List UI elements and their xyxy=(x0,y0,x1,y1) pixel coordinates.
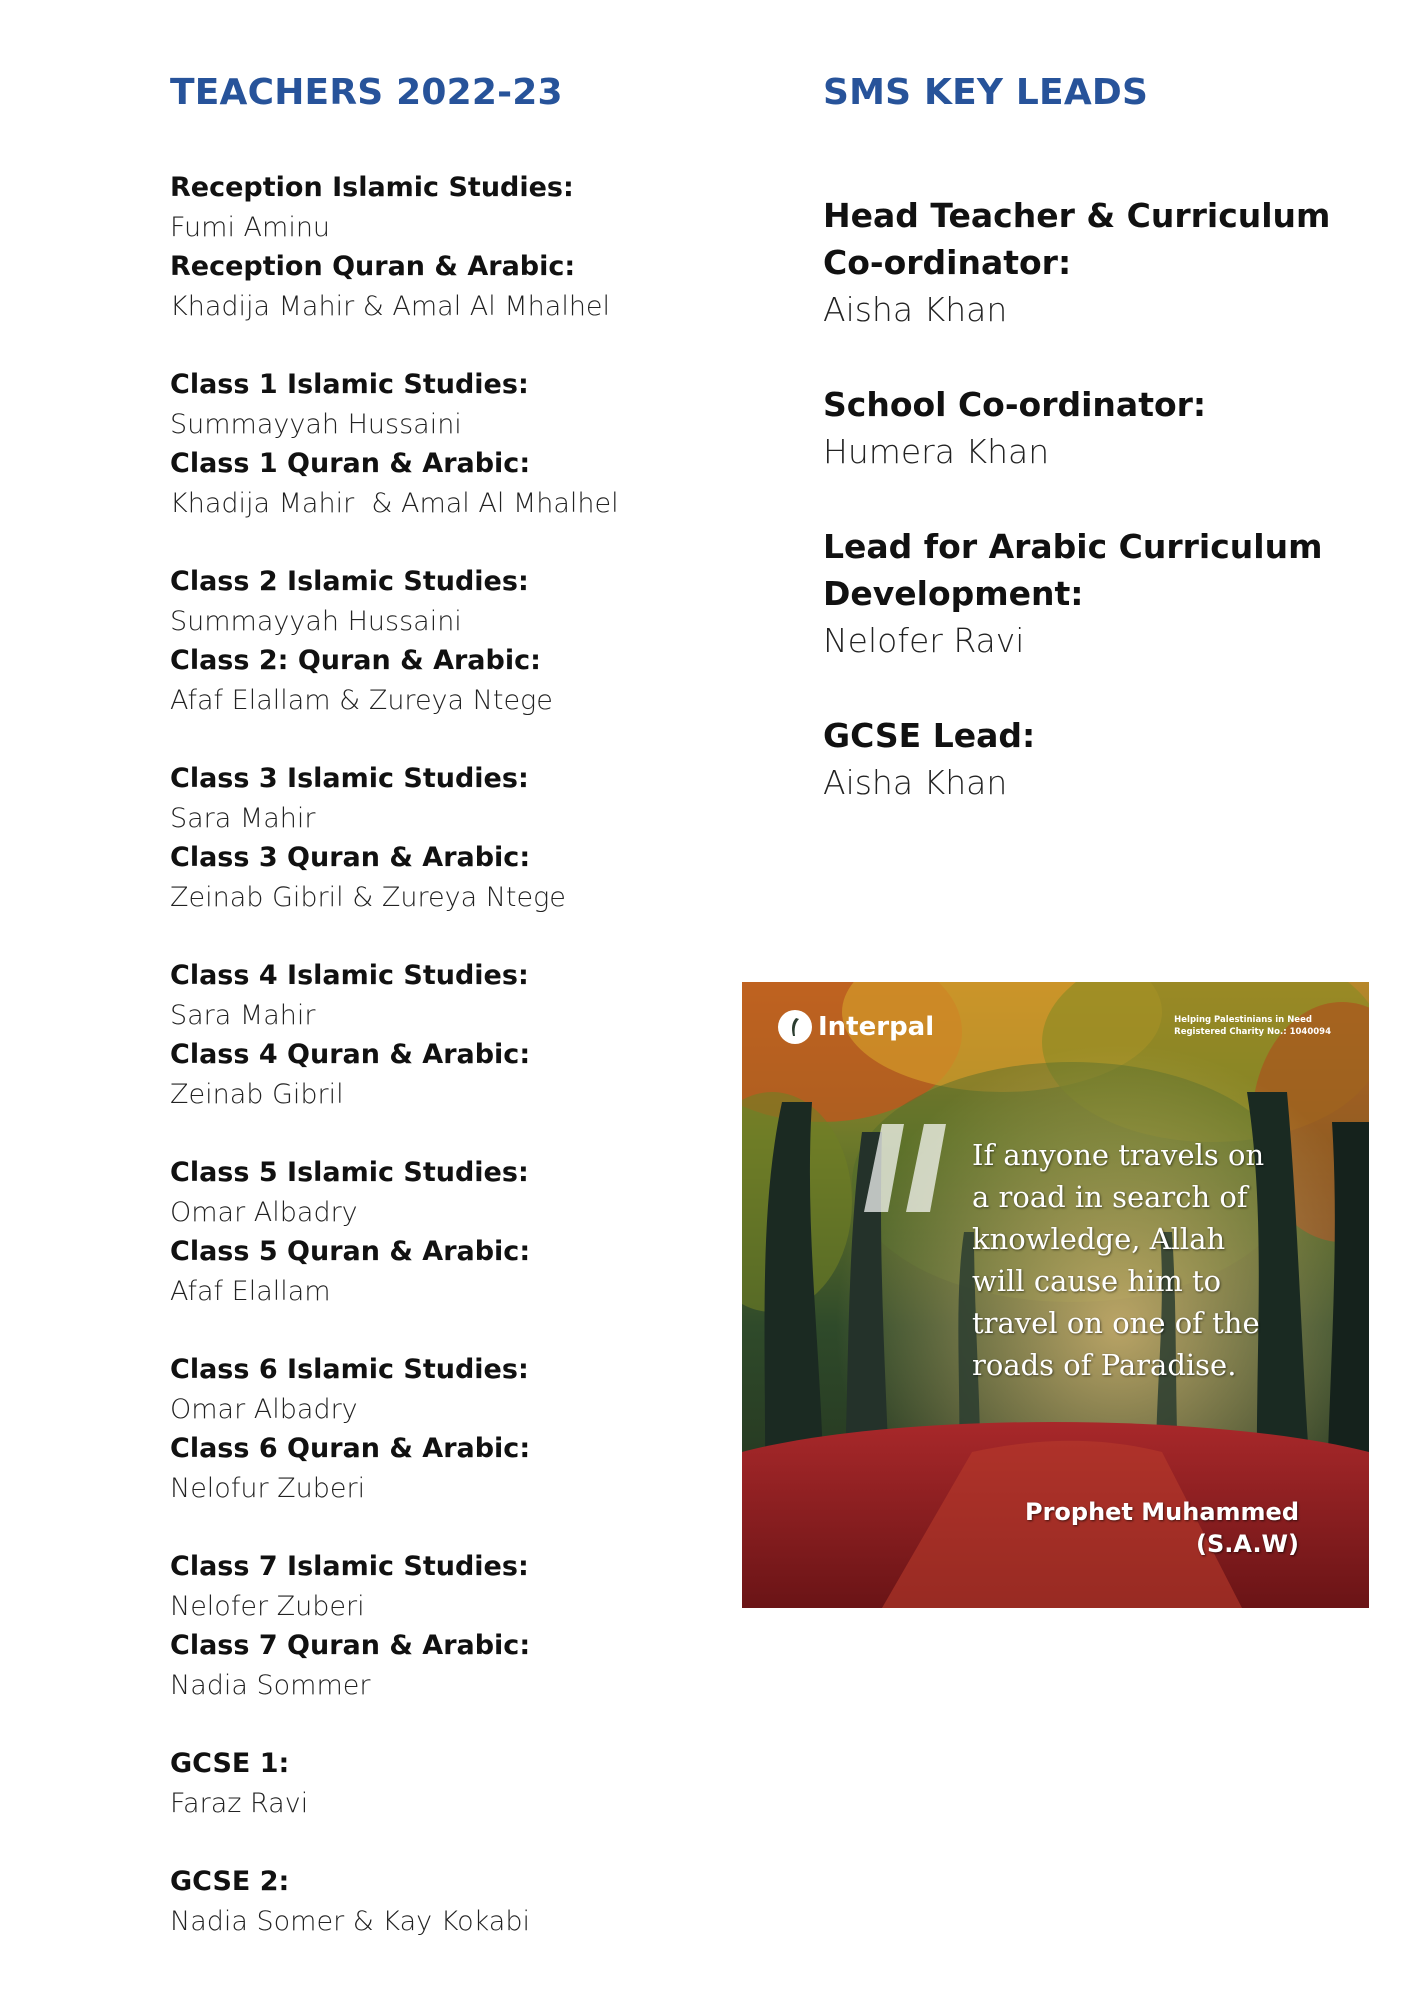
teacher-name: Faraz Ravi xyxy=(170,1787,309,1819)
teacher-name: Nadia Somer & Kay Kokabi xyxy=(170,1905,530,1937)
quote-attribution: Prophet Muhammed (S.A.W) xyxy=(1024,1498,1299,1558)
interpal-quote-poster xyxy=(742,982,1369,1608)
teachers-heading: TEACHERS 2022-23 xyxy=(170,72,563,113)
subject-label: Class 1 Quran & Arabic: xyxy=(170,448,531,479)
lead-role-label: Lead for Arabic Curriculum Development: xyxy=(823,527,1323,613)
teacher-name: Afaf Elallam xyxy=(170,1275,331,1307)
subject-label: GCSE 2: xyxy=(170,1866,290,1897)
teacher-name: Nelofur Zuberi xyxy=(170,1472,366,1504)
teacher-entry-gcse-2 xyxy=(170,1862,730,1941)
teacher-entry-class-5 xyxy=(170,1153,730,1311)
teacher-name: Nelofer Zuberi xyxy=(170,1590,365,1622)
teacher-name: Zeinab Gibril xyxy=(170,1078,344,1110)
lead-name: Aisha Khan xyxy=(823,290,1008,329)
subject-label: Reception Islamic Studies: xyxy=(170,172,574,203)
teacher-entry-class-1 xyxy=(170,365,730,523)
quote-mark-icon xyxy=(862,1122,948,1214)
lead-role-label: Head Teacher & Curriculum Co-ordinator: xyxy=(823,196,1331,282)
quote-text: If anyone travels on a road in search of knowledge, Allah will cause him to travel on one of the roads of Paradise. xyxy=(972,1138,1265,1382)
subject-label: GCSE 1: xyxy=(170,1748,290,1779)
subject-label: Class 2 Islamic Studies: xyxy=(170,566,529,597)
subject-label: Class 6 Islamic Studies: xyxy=(170,1354,529,1385)
sms-key-leads-heading: SMS KEY LEADS xyxy=(823,72,1149,113)
teacher-entry-class-6 xyxy=(170,1350,730,1508)
teacher-name: Khadija Mahir & Amal Al Mhalhel xyxy=(170,290,611,322)
teacher-entry-class-2 xyxy=(170,562,730,720)
lead-role-label: GCSE Lead: xyxy=(823,716,1036,755)
teacher-entry-class-4 xyxy=(170,956,730,1114)
subject-label: Class 5 Quran & Arabic: xyxy=(170,1236,531,1267)
tagline-line: Helping Palestinians in Need xyxy=(1174,1015,1312,1025)
lead-entry-gcse xyxy=(823,712,1343,806)
lead-entry-head-teacher xyxy=(823,192,1343,333)
subject-label: Class 3 Islamic Studies: xyxy=(170,763,529,794)
teacher-name: Nadia Sommer xyxy=(170,1669,371,1701)
teacher-entry-reception xyxy=(170,168,730,326)
subject-label: Class 7 Islamic Studies: xyxy=(170,1551,529,1582)
teacher-name: Sara Mahir xyxy=(170,999,316,1031)
registered-charity-line: Registered Charity No.: 1040094 xyxy=(1174,1027,1331,1037)
subject-label: Reception Quran & Arabic: xyxy=(170,251,576,282)
teacher-name: Summayyah Hussaini xyxy=(170,605,462,637)
lead-name: Humera Khan xyxy=(823,432,1050,471)
teacher-name: Afaf Elallam & Zureya Ntege xyxy=(170,684,553,716)
subject-label: Class 3 Quran & Arabic: xyxy=(170,842,531,873)
subject-label: Class 7 Quran & Arabic: xyxy=(170,1630,531,1661)
lead-role-label: School Co-ordinator: xyxy=(823,385,1207,424)
interpal-logo-icon xyxy=(778,1010,812,1044)
subject-label: Class 6 Quran & Arabic: xyxy=(170,1433,531,1464)
teacher-name: Khadija Mahir & Amal Al Mhalhel xyxy=(170,487,619,519)
lead-name: Nelofer Ravi xyxy=(823,621,1025,660)
lead-entry-school-coordinator xyxy=(823,381,1343,475)
teacher-name: Zeinab Gibril & Zureya Ntege xyxy=(170,881,566,913)
subject-label: Class 5 Islamic Studies: xyxy=(170,1157,529,1188)
interpal-brand-name: Interpal xyxy=(818,1012,935,1042)
teacher-name: Fumi Aminu xyxy=(170,211,331,243)
charity-tagline xyxy=(1174,1014,1331,1038)
teacher-name: Omar Albadry xyxy=(170,1393,358,1425)
teacher-name: Summayyah Hussaini xyxy=(170,408,462,440)
interpal-brand xyxy=(778,1010,934,1044)
teacher-name: Sara Mahir xyxy=(170,802,316,834)
subject-label: Class 4 Islamic Studies: xyxy=(170,960,529,991)
lead-name: Aisha Khan xyxy=(823,763,1008,802)
teacher-entry-class-3 xyxy=(170,759,730,917)
teachers-list xyxy=(170,168,730,1980)
subject-label: Class 4 Quran & Arabic: xyxy=(170,1039,531,1070)
subject-label: Class 2: Quran & Arabic: xyxy=(170,645,541,676)
teacher-entry-gcse-1 xyxy=(170,1744,730,1823)
subject-label: Class 1 Islamic Studies: xyxy=(170,369,529,400)
teacher-name: Omar Albadry xyxy=(170,1196,358,1228)
key-leads-list xyxy=(823,192,1343,854)
teacher-entry-class-7 xyxy=(170,1547,730,1705)
lead-entry-arabic-curriculum xyxy=(823,523,1343,664)
